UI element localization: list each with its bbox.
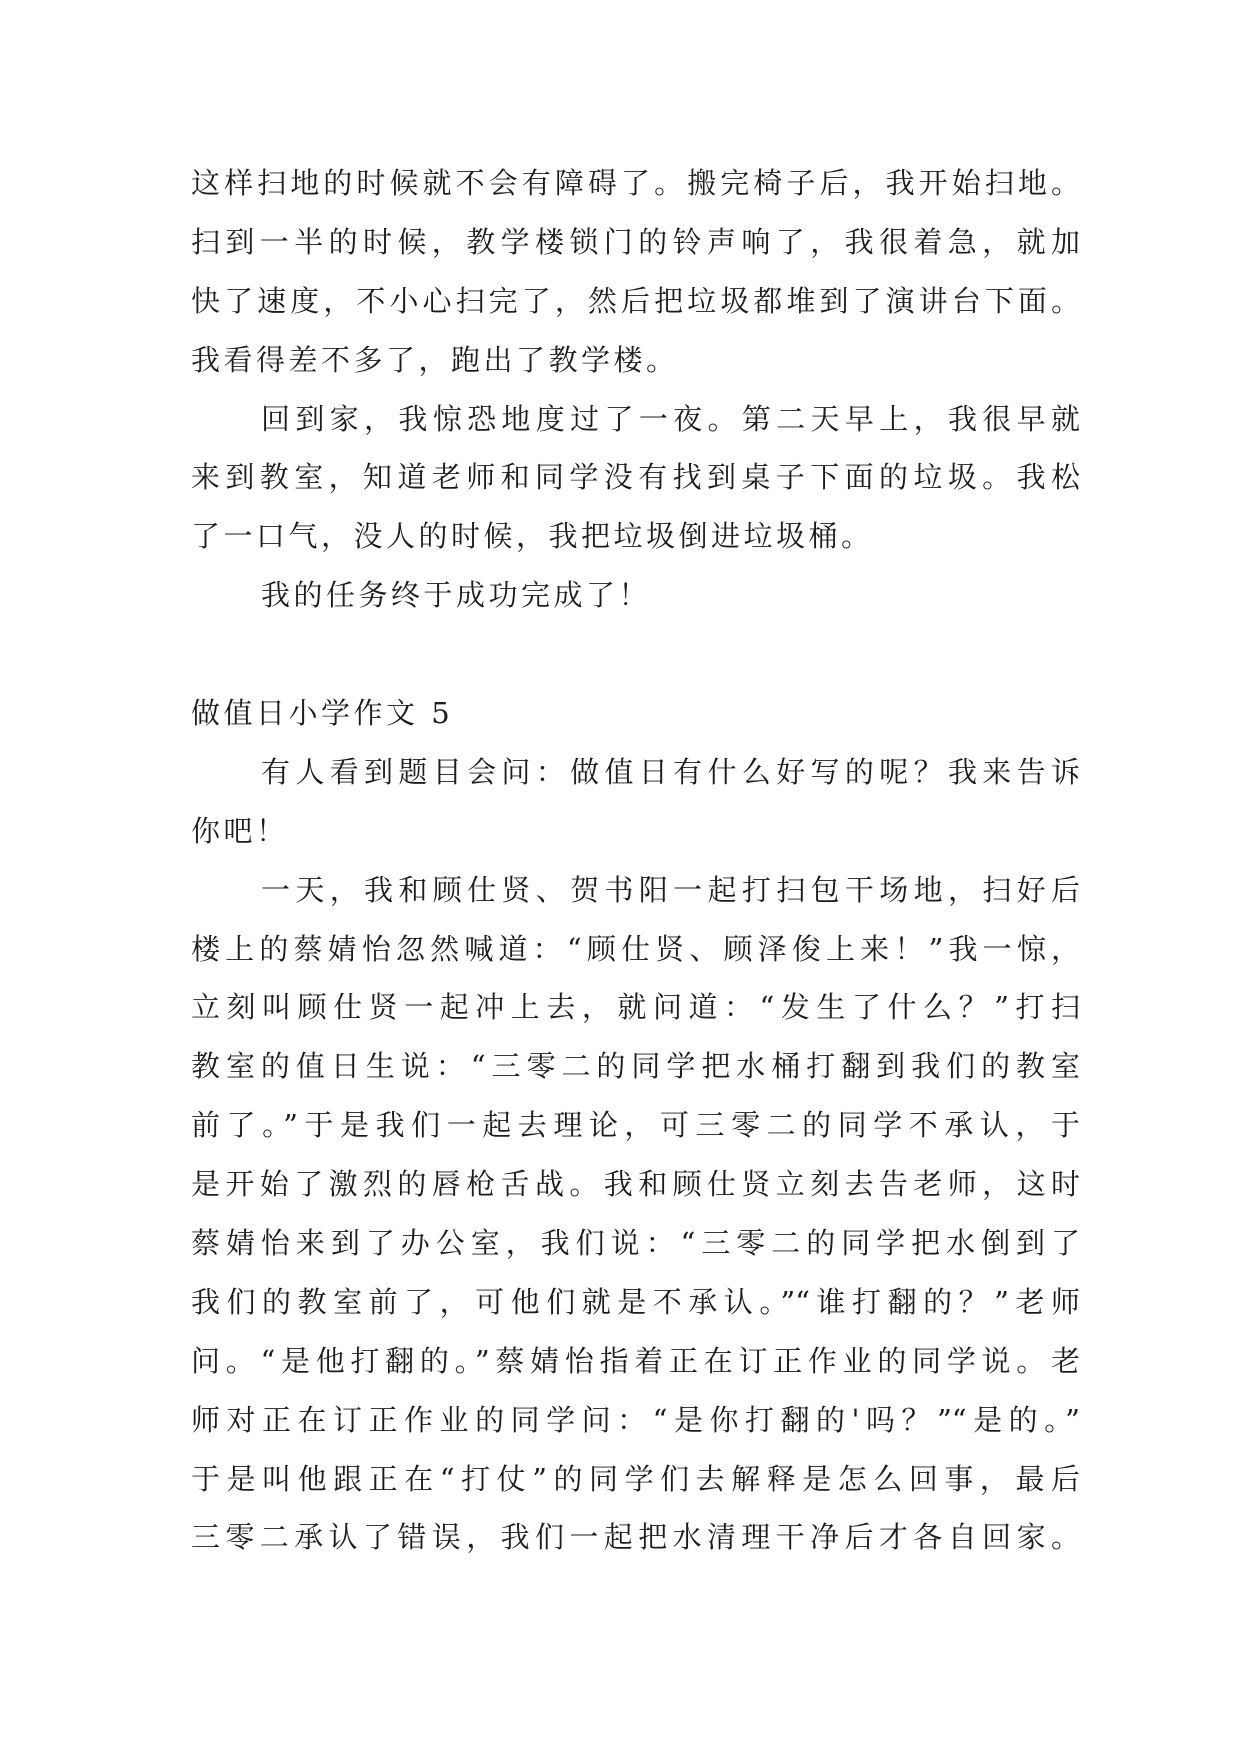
text-line: 快了速度，不小心扫完了，然后把垃圾都堆到了演讲台下面。 <box>191 283 1080 318</box>
text-line: 问。“是他打翻的。”蔡婧怡指着正在订正作业的同学说。老 <box>191 1343 1080 1378</box>
text-line: 有人看到题目会问：做值日有什么好写的呢？我来告诉 <box>261 754 1080 789</box>
text-line: 教室的值日生说：“三零二的同学把水桶打翻到我们的教室 <box>191 1049 1080 1084</box>
text-line: 师对正在订正作业的同学问：“是你打翻的'吗？”“是的。” <box>191 1402 1080 1437</box>
text-line: 一天，我和顾仕贤、贺书阳一起打扫包干场地，扫好后 <box>261 872 1080 907</box>
essay-title: 做值日小学作文 5 <box>191 696 454 731</box>
text-line: 我们的教室前了，可他们就是不承认。”“谁打翻的？”老师 <box>191 1284 1080 1319</box>
text-line: 这样扫地的时候就不会有障碍了。搬完椅子后，我开始扫地。 <box>191 166 1080 200</box>
text-line: 蔡婧怡来到了办公室，我们说：“三零二的同学把水倒到了 <box>191 1226 1080 1261</box>
paragraph <box>191 566 1080 625</box>
text-line: 于是叫他跟正在“打仗”的同学们去解释是怎么回事，最后 <box>191 1461 1080 1496</box>
text-line: 楼上的蔡婧怡忽然喊道：“顾仕贤、顾泽俊上来！”我一惊， <box>191 931 1080 966</box>
text-line: 前了。”于是我们一起去理论，可三零二的同学不承认，于 <box>191 1108 1080 1143</box>
essay-section <box>191 684 1080 1567</box>
paragraph <box>191 154 1080 390</box>
document-body <box>191 154 1080 1567</box>
paragraph <box>191 743 1080 861</box>
text-line: 三零二承认了错误，我们一起把水清理干净后才各自回家。 <box>191 1520 1080 1555</box>
text-line: 你吧！ <box>191 813 289 848</box>
text-line: 我看得差不多了，跑出了教学楼。 <box>191 342 679 377</box>
essay-continuation <box>191 154 1080 625</box>
text-line: 回到家，我惊恐地度过了一夜。第二天早上，我很早就 <box>261 401 1080 436</box>
text-line: 我的任务终于成功完成了！ <box>261 578 652 613</box>
paragraph <box>191 861 1080 1568</box>
text-line: 了一口气，没人的时候，我把垃圾倒进垃圾桶。 <box>191 519 874 554</box>
text-line: 立刻叫顾仕贤一起冲上去，就问道：“发生了什么？”打扫 <box>191 990 1080 1025</box>
text-line: 扫到一半的时候，教学楼锁门的铃声响了，我很着急，就加 <box>191 224 1080 259</box>
text-line: 来到教室，知道老师和同学没有找到桌子下面的垃圾。我松 <box>191 460 1080 495</box>
paragraph <box>191 390 1080 567</box>
text-line: 是开始了激烈的唇枪舌战。我和顾仕贤立刻去告老师，这时 <box>191 1167 1080 1202</box>
